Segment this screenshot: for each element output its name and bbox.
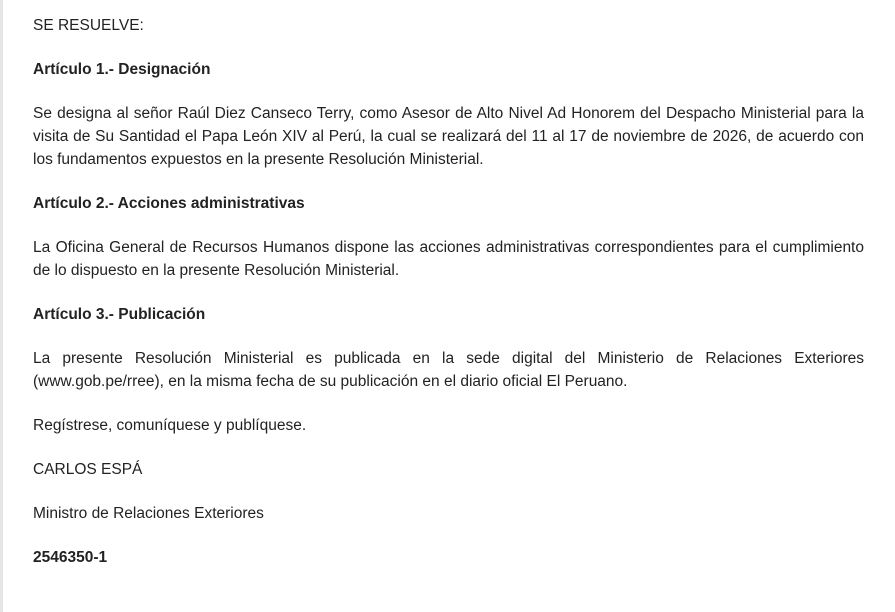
resolution-document	[33, 14, 864, 569]
closing-formula: Regístrese, comuníquese y publíquese.	[33, 417, 307, 434]
article-3-title: Artículo 3.- Publicación	[33, 306, 206, 323]
article-1-title: Artículo 1.- Designación	[33, 61, 211, 78]
article-1-body: Se designa al señor Raúl Diez Canseco Terry, como Asesor de Alto Nivel Ad Honorem del Despacho Ministerial para la visita de Su Santidad el Papa León XIV al Perú, la cual se realizará del 11 al 17 de noviembre de 2026, de acuerdo con los fundamentos expuestos en la presente Resolución Ministerial.	[33, 105, 864, 168]
signatory-title: Ministro de Relaciones Exteriores	[33, 505, 264, 522]
resolve-heading: SE RESUELVE:	[33, 17, 144, 34]
article-2-body: La Oficina General de Recursos Humanos dispone las acciones administrativas correspondientes para el cumplimiento de lo dispuesto en la presente Resolución Ministerial.	[33, 239, 864, 279]
article-2-title: Artículo 2.- Acciones administrativas	[33, 195, 305, 212]
reference-number: 2546350-1	[33, 549, 108, 566]
page-left-border	[0, 0, 3, 612]
signatory-name: CARLOS ESPÁ	[33, 461, 143, 478]
article-3-body: La presente Resolución Ministerial es publicada en la sede digital del Ministerio de Relaciones Exteriores (www.gob.pe/rree), en la misma fecha de su publicación en el diario oficial El Peruano.	[33, 350, 864, 390]
